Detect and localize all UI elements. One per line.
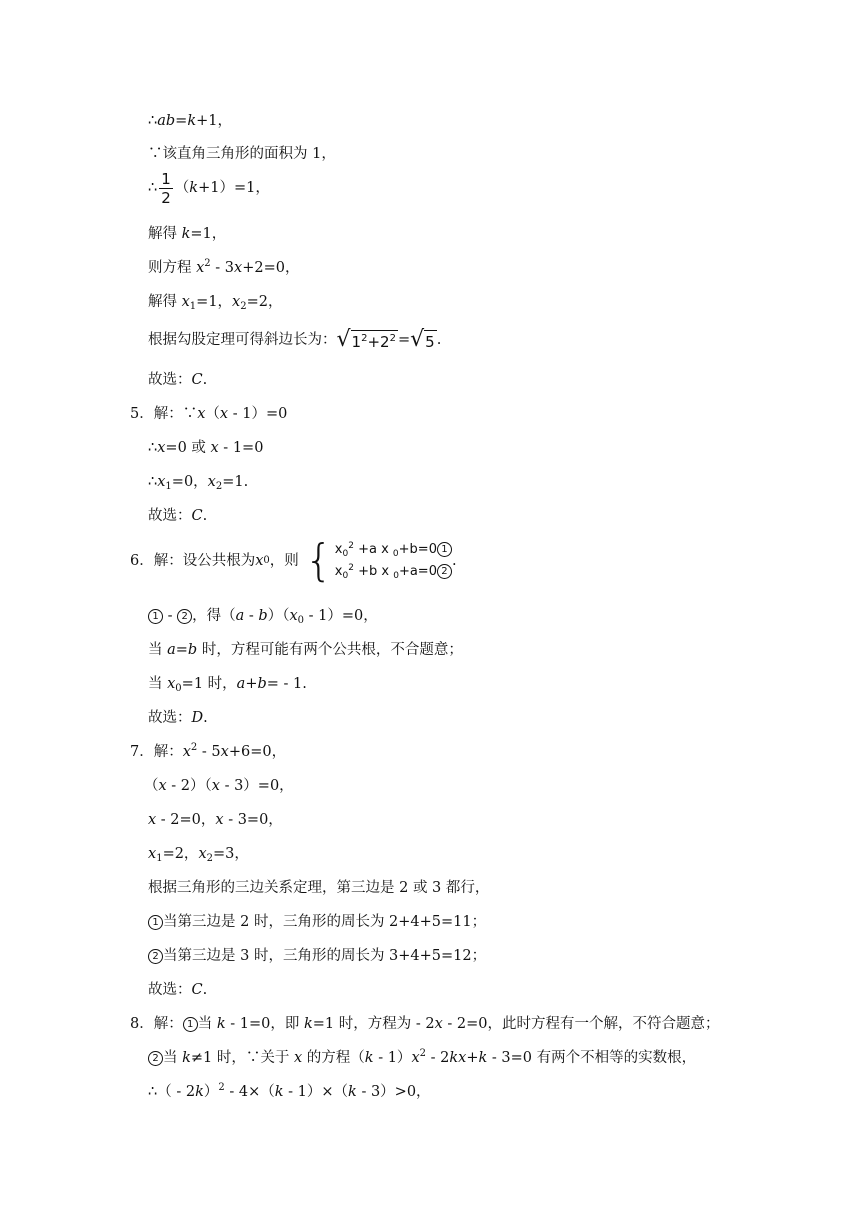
text: 当第三边是 2 时，三角形的周长为 2+4+5=11；: [163, 914, 487, 930]
var: x: [148, 846, 157, 862]
text: ）（: [267, 608, 290, 624]
answer-letter: D: [191, 710, 204, 726]
line-q7-roots: [148, 844, 249, 864]
text: 解得: [148, 226, 182, 242]
var: k: [274, 1084, 284, 1100]
text: =2，: [246, 294, 283, 310]
text: =1，: [196, 294, 233, 310]
circled-number: 2: [177, 609, 192, 624]
subscript: 2: [240, 301, 247, 312]
var: a: [235, 608, 245, 624]
text: 1: [351, 333, 362, 351]
var: x: [157, 474, 166, 490]
line-q6-subtract: [148, 606, 378, 626]
text: 时，方程可能有两个公共根，不合题意；: [197, 642, 463, 658]
text: =3，: [213, 846, 249, 862]
var: k: [189, 180, 199, 196]
question-number: 8．: [130, 1016, 154, 1032]
answer-letter: C: [191, 508, 203, 524]
var: x: [210, 440, 219, 456]
text: +2: [367, 333, 390, 351]
text: +1，: [196, 113, 232, 129]
text: 当: [148, 642, 168, 658]
exponent: 2: [204, 258, 211, 269]
radicand: [351, 330, 398, 351]
var: x: [411, 1050, 420, 1066]
line-q8-start: [130, 1014, 720, 1034]
var: x: [207, 474, 216, 490]
var: x: [158, 778, 167, 794]
var: k: [478, 1050, 488, 1066]
var: x: [458, 1050, 467, 1066]
text: 根据三角形的三边关系定理，第三边是 2 或 3 都行，: [148, 880, 490, 896]
text: ，则: [269, 553, 299, 569]
therefore-symbol: ∴: [148, 474, 158, 490]
line-answer-4: [148, 370, 207, 390]
var: x: [157, 440, 166, 456]
text: .: [202, 982, 208, 998]
text: x: [334, 564, 343, 579]
text: =: [175, 642, 188, 658]
text: 故选：: [148, 982, 192, 998]
text: +a=0: [398, 564, 437, 579]
text: = - 1.: [266, 676, 307, 692]
var: x: [211, 778, 220, 794]
equation-system: [304, 535, 452, 586]
text: ∴（ - 2: [148, 1084, 196, 1100]
var: x: [434, 1016, 443, 1032]
exponent: 2: [419, 1048, 426, 1059]
var: x: [232, 294, 241, 310]
text: +b x: [353, 564, 394, 579]
text: .: [203, 710, 208, 726]
text: =2，: [162, 846, 199, 862]
var: k: [449, 1050, 459, 1066]
text: ≠1 时，∵关于: [190, 1050, 294, 1066]
text: 解：: [153, 744, 183, 760]
text: 当: [148, 676, 168, 692]
var: x: [294, 1050, 303, 1066]
var: x: [215, 812, 224, 828]
circled-number: 1: [148, 609, 163, 624]
text: - 5: [197, 744, 221, 760]
line-q6-case1: [148, 640, 463, 660]
text: .: [451, 553, 457, 569]
line-equation: [148, 258, 299, 278]
var: x: [219, 406, 229, 422]
line-roots: [148, 292, 282, 312]
therefore-symbol: ∴: [148, 180, 158, 196]
answer-letter: C: [191, 982, 203, 998]
therefore-symbol: ∴: [148, 113, 158, 129]
text: - 1=0，即: [225, 1016, 304, 1032]
system-rows: [335, 539, 452, 583]
text: .: [202, 372, 208, 388]
text: - 1）=0: [228, 406, 288, 422]
var: x: [167, 676, 176, 692]
denominator: 2: [161, 188, 171, 207]
text: - 2=0，此时方程有一个解，不符合题意；: [442, 1016, 720, 1032]
line-half-equation: [148, 168, 270, 208]
line-q7-case1: [148, 912, 486, 932]
text: - 1）=0，: [304, 608, 378, 624]
text: 当第三边是 3 时，三角形的周长为 3+4+5=12；: [163, 948, 487, 964]
text: .: [202, 508, 208, 524]
var: k: [195, 1084, 204, 1100]
subscript: 2: [206, 853, 213, 864]
line-answer-5: [148, 506, 207, 526]
text: =: [397, 332, 411, 348]
text: 根据勾股定理可得斜边长为：: [148, 332, 337, 348]
text: ∵该直角三角形的面积为 1，: [148, 146, 336, 162]
text: - 1）: [373, 1050, 412, 1066]
var: ab: [157, 113, 176, 129]
text: 解：设公共根为: [153, 553, 256, 569]
radical-sign: √: [336, 327, 351, 352]
text: 解：: [153, 1016, 183, 1032]
line-q7-linear: [148, 810, 283, 830]
text: - 3）=0，: [219, 778, 294, 794]
var: k: [303, 1016, 313, 1032]
text: ）: [203, 1084, 219, 1100]
text: 则方程: [148, 260, 197, 276]
var: b: [257, 676, 267, 692]
line-hypotenuse: [148, 324, 441, 356]
var: x: [196, 260, 205, 276]
text: - 2=0，: [156, 812, 216, 828]
text: =0 或: [165, 440, 211, 456]
text: +a x: [353, 542, 393, 557]
line-q5-roots: [148, 472, 248, 492]
left-brace: {: [304, 535, 333, 586]
var: x: [198, 846, 207, 862]
circled-number: 1: [183, 1017, 198, 1032]
line-q7-factor: [144, 776, 294, 796]
line-q8-discriminant: [148, 1082, 431, 1102]
line-answer-7: [148, 980, 207, 1000]
text: 的方程（: [302, 1050, 365, 1066]
var: k: [182, 1050, 191, 1066]
text: 解：∵: [153, 406, 198, 422]
line-q7-case2: [148, 946, 486, 966]
subscript: 0: [342, 571, 349, 581]
text: 故选：: [148, 372, 192, 388]
text: （: [174, 180, 190, 196]
text: - 1=0: [218, 440, 264, 456]
exponent: 2: [348, 541, 354, 551]
subscript: 1: [189, 301, 197, 312]
line-q8-case2: [148, 1048, 696, 1068]
var: k: [187, 113, 197, 129]
text: - 3=0 有两个不相等的实数根，: [487, 1050, 697, 1066]
line-answer-6: [148, 708, 208, 728]
subscript: 0: [392, 549, 399, 559]
var: b: [258, 608, 268, 624]
line-q7-triangle: [148, 878, 489, 898]
text: - 2）（: [166, 778, 212, 794]
var: x: [255, 553, 264, 569]
var: x: [289, 608, 298, 624]
var: x: [182, 744, 191, 760]
text: - 4×（: [224, 1084, 275, 1100]
subscript: 0: [393, 571, 399, 581]
text: =0，: [171, 474, 208, 490]
text: =1 时，: [181, 676, 237, 692]
text: - 3: [210, 260, 235, 276]
radical-sign: √: [410, 327, 425, 352]
line-q7-start: [130, 742, 286, 762]
text: 解得: [148, 294, 182, 310]
circled-number: 2: [148, 1051, 163, 1066]
line-q6-start: 6． 解：设公共根为 x 0 ，则 { $x_0^2 +a$ x $_0$+b=0 1 $x_0^2 +b$ x $_0$+a=0 2 .: [130, 535, 457, 586]
text: =: [175, 113, 188, 129]
line-ab-eq: [148, 111, 232, 131]
var: x: [234, 260, 243, 276]
text: +1）=1，: [198, 180, 270, 196]
text: =1，: [190, 226, 227, 242]
exponent: 2: [361, 333, 368, 344]
subscript: 2: [215, 481, 223, 492]
var: x: [220, 744, 229, 760]
text: （: [144, 778, 159, 794]
var: k: [216, 1016, 226, 1032]
text: +2=0，: [242, 260, 300, 276]
line-area: [148, 144, 336, 164]
circled-number: 1: [437, 542, 452, 557]
subscript: 0: [297, 615, 305, 626]
line-solve-k: [148, 224, 226, 244]
subscript: 0: [175, 683, 182, 694]
square-root: [410, 329, 437, 351]
subscript: 0: [342, 549, 349, 559]
exponent: 2: [348, 563, 354, 573]
question-number: 6．: [130, 553, 154, 569]
var: b: [187, 642, 198, 658]
therefore-symbol: ∴: [148, 440, 158, 456]
subscript: 1: [156, 853, 163, 864]
radicand: 5: [424, 330, 437, 351]
text: - 2: [426, 1050, 450, 1066]
question-number: 5．: [130, 406, 154, 422]
question-number: 7．: [130, 744, 154, 760]
fraction: [159, 170, 173, 207]
var: x: [197, 406, 206, 422]
var: k: [364, 1050, 374, 1066]
exponent: 2: [389, 333, 396, 344]
answer-letter: C: [191, 372, 203, 388]
text: 故选：: [148, 508, 192, 524]
var: x: [181, 294, 190, 310]
text: +: [245, 676, 258, 692]
subscript: 1: [165, 481, 172, 492]
text: ，得（: [192, 608, 236, 624]
var: a: [167, 642, 176, 658]
text: （: [205, 406, 220, 422]
text: =1 时，方程为 - 2: [312, 1016, 435, 1032]
text: 故选：: [148, 710, 192, 726]
circled-number: 1: [148, 915, 163, 930]
var: x: [148, 812, 157, 828]
text: - 3=0，: [223, 812, 283, 828]
text: .: [436, 332, 442, 348]
text: - 1）×（: [283, 1084, 349, 1100]
circled-number: 2: [437, 564, 452, 579]
circled-number: 2: [148, 949, 163, 964]
text: -: [163, 608, 178, 624]
line-q6-case2: [148, 674, 307, 694]
text: 当: [197, 1016, 217, 1032]
text: - 3）>0，: [356, 1084, 431, 1100]
text: +b=0: [398, 542, 437, 557]
numerator: 1: [161, 169, 171, 188]
system-row-1: [335, 539, 452, 561]
line-q5-start: [130, 404, 287, 424]
line-q5-step: [148, 438, 263, 458]
text: =1.: [222, 474, 249, 490]
exponent: 2: [190, 742, 198, 753]
var: a: [236, 676, 246, 692]
var: k: [348, 1084, 357, 1100]
exponent: 2: [218, 1082, 225, 1093]
text: +: [466, 1050, 479, 1066]
text: +6=0，: [228, 744, 287, 760]
system-row-2: [335, 561, 452, 583]
text: x: [334, 542, 343, 557]
text: -: [244, 608, 259, 624]
text: 当: [163, 1050, 183, 1066]
var: k: [181, 226, 191, 242]
square-root: [337, 329, 398, 351]
